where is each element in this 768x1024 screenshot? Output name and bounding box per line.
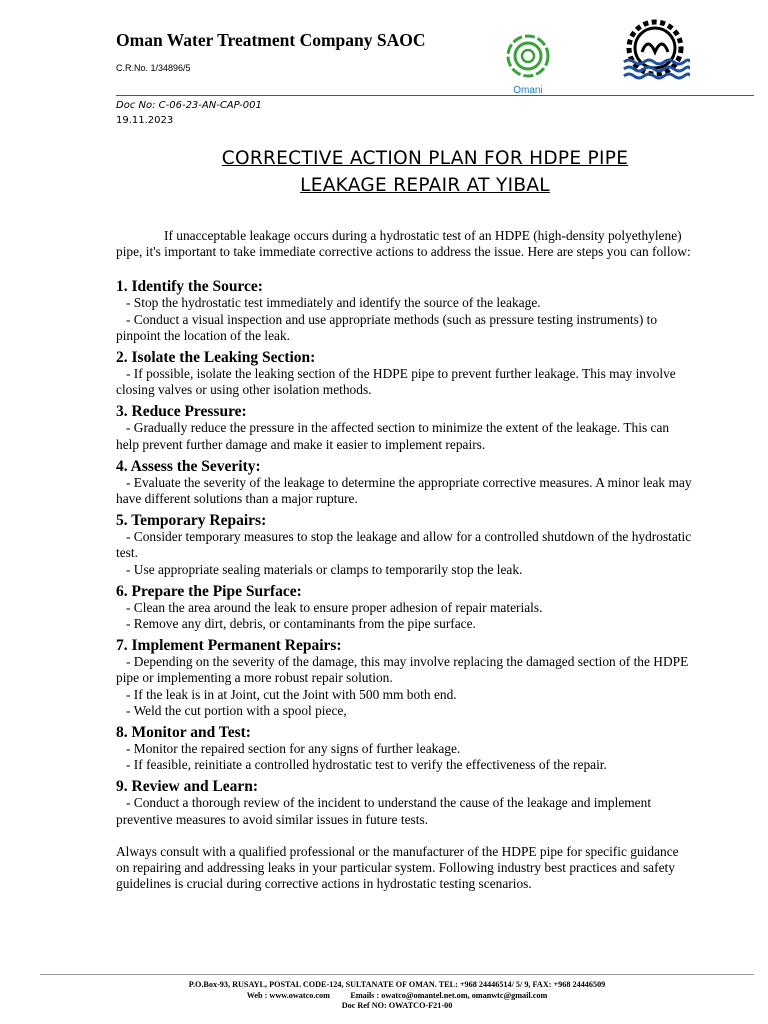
- footer-address: P.O.Box-93, RUSAYL, POSTAL CODE-124, SULTANATE OF OMAN. TEL: +968 24446514/ 5/ 9, FAX: +968 24446509: [188, 980, 606, 989]
- section-heading: 3. Reduce Pressure:: [116, 403, 247, 421]
- title-line-2: LEAKAGE REPAIR AT YIBAL: [300, 175, 550, 196]
- section-step: - Use appropriate sealing materials or clamps to temporarily stop the leak.: [126, 561, 523, 577]
- cr-number: C.R.No. 1/34896/5: [116, 63, 191, 73]
- section-heading: 4. Assess the Severity:: [116, 457, 261, 475]
- section-step: - If possible, isolate the leaking section of the HDPE pipe to prevent further leakage. This may involve closing valves or using other isolation methods.: [116, 366, 676, 398]
- company-name: Oman Water Treatment Company SAOC: [116, 30, 426, 50]
- footer-contact: Web : www.owatco.com Emails : owatco@omantel.net.om, omanwtc@gmail.com: [246, 990, 548, 1000]
- document-body: [116, 228, 694, 892]
- title-line-1: CORRECTIVE ACTION PLAN FOR HDPE PIPE: [221, 148, 629, 169]
- section-step: - Remove any dirt, debris, or contaminants from the pipe surface.: [126, 616, 476, 632]
- page-title: [116, 145, 734, 199]
- footer: [40, 980, 754, 1012]
- outro-paragraph: Always consult with a qualified professional or the manufacturer of the HDPE pipe for specific guidance on repairing and addressing leaks in your particular system. Following industry best practices and safety guidelines is crucial during corrective actions in hydrostatic testing scenarios.: [116, 843, 679, 892]
- section-step: - Conduct a thorough review of the incident to understand the cause of the leakage and implement preventive measures to avoid similar issues in future tests.: [116, 795, 652, 827]
- intro-paragraph: If unacceptable leakage occurs during a hydrostatic test of an HDPE (high-density polyethylene) pipe, it's important to take immediate corrective actions to address the issue. Here are steps you can follow:: [116, 228, 691, 260]
- section-step: - If feasible, reinitiate a controlled hydrostatic test to verify the effectiveness of the repair.: [126, 757, 607, 773]
- doc-date: 19.11.2023: [116, 115, 174, 126]
- doc-number: Doc No: C-06-23-AN-CAP-001: [116, 100, 262, 111]
- section-step: - Stop the hydrostatic test immediately and identify the source of the leakage.: [126, 295, 541, 311]
- section-heading: 6. Prepare the Pipe Surface:: [116, 582, 302, 600]
- section-step: - Consider temporary measures to stop the leakage and allow for a controlled shutdown of the hydrostatic test.: [116, 529, 692, 561]
- section-step: - Conduct a visual inspection and use appropriate methods (such as pressure testing instruments) to pinpoint the location of the leak.: [116, 311, 658, 343]
- section-step: - Clean the area around the leak to ensure proper adhesion of repair materials.: [126, 599, 543, 615]
- section-heading: 9. Review and Learn:: [116, 778, 259, 796]
- sections-list: [116, 278, 694, 827]
- section-step: - Evaluate the severity of the leakage to determine the appropriate corrective measures. A minor leak may have different solutions than a major rupture.: [116, 474, 692, 507]
- logo-text: Omani: [513, 85, 543, 96]
- gear-waves-logo-icon: [620, 12, 690, 84]
- section-heading: 8. Monitor and Test:: [116, 724, 251, 742]
- section-step: - Weld the cut portion with a spool piece,: [126, 702, 347, 718]
- header-divider: [116, 95, 754, 96]
- footer-divider: [40, 974, 754, 975]
- section-heading: 5. Temporary Repairs:: [116, 512, 267, 530]
- section-step: - Depending on the severity of the damage, this may involve replacing the damaged section of the HDPE pipe or implementing a more robust repair solution.: [116, 654, 689, 686]
- gear-logo: [620, 12, 690, 84]
- omani-logo: [500, 32, 556, 98]
- section-heading: 7. Implement Permanent Repairs:: [116, 637, 342, 655]
- section-heading: 2. Isolate the Leaking Section:: [116, 349, 316, 367]
- section-step: - If the leak is in at Joint, cut the Joint with 500 mm both end.: [126, 686, 457, 702]
- section-step: - Monitor the repaired section for any signs of further leakage.: [126, 741, 461, 757]
- section-heading: 1. Identify the Source:: [116, 278, 263, 296]
- footer-doc-ref: Doc Ref NO: OWATCO-F21-00: [341, 1001, 453, 1010]
- section-step: - Gradually reduce the pressure in the affected section to minimize the extent of the leakage. This can help prevent further damage and make it easier to implement repairs.: [116, 420, 670, 452]
- omani-circle-logo-icon: [500, 32, 556, 98]
